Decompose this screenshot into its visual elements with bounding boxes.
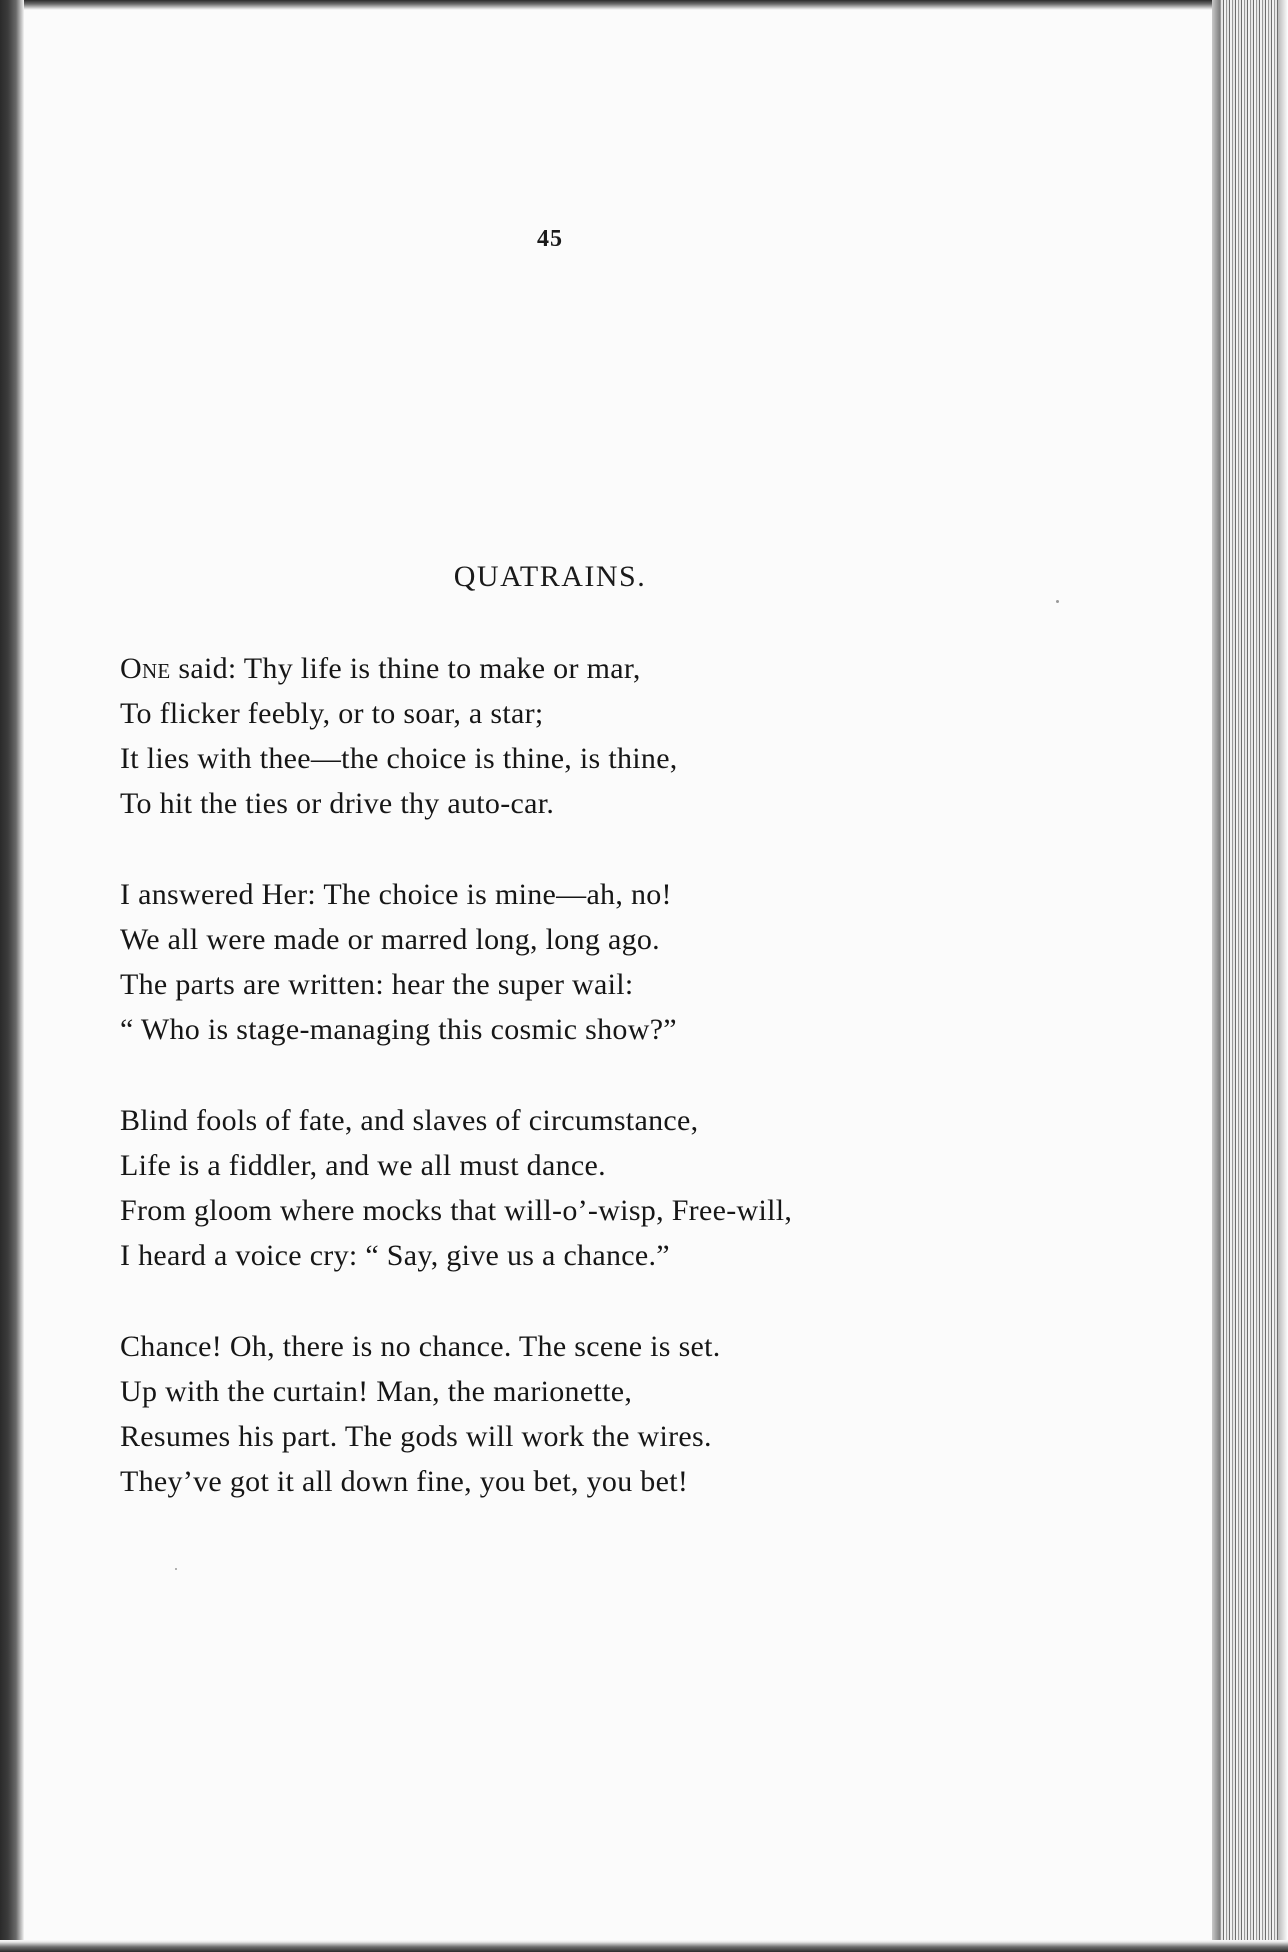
stanza-4-line-2: Up with the curtain! Man, the marionette,: [120, 1375, 633, 1408]
stanza-3: [120, 1098, 1000, 1278]
stanza-1-line-1: [120, 646, 1000, 691]
stanza-3-line-1: Blind fools of fate, and slaves of circumstance,: [120, 1104, 699, 1137]
stanza-2-line-3: The parts are written: hear the super wail:: [120, 968, 634, 1001]
poem-title: QUATRAINS.: [453, 560, 647, 593]
poem-body: [120, 646, 1000, 1550]
page-stack-edge: [1212, 0, 1288, 1952]
stanza-1-line-4: To hit the ties or drive thy auto-car.: [120, 787, 555, 820]
stanza-4: [120, 1324, 1000, 1504]
page-top-edge: [0, 0, 1288, 10]
scan-speck: [1056, 600, 1059, 603]
stanza-4-line-3: Resumes his part. The gods will work the wires.: [120, 1420, 712, 1453]
page-bottom-edge: [0, 1940, 1288, 1952]
first-line-rest: said: Thy life is thine to make or mar,: [170, 652, 641, 685]
stanza-2-line-1: I answered Her: The choice is mine—ah, no!: [120, 878, 672, 911]
stanza-3-line-4: I heard a voice cry: “ Say, give us a chance.”: [120, 1239, 670, 1272]
page-number: 45: [537, 226, 563, 252]
stanza-2: [120, 872, 1000, 1052]
stanza-3-line-3: From gloom where mocks that will-o’-wisp, Free-will,: [120, 1194, 793, 1227]
stanza-1-line-3: It lies with thee—the choice is thine, is thine,: [120, 742, 678, 775]
stanza-4-line-4: They’ve got it all down fine, you bet, you bet!: [120, 1465, 689, 1498]
stanza-1: [120, 646, 1000, 826]
binding-edge: [0, 0, 24, 1952]
stanza-1-line-2: To flicker feebly, or to soar, a star;: [120, 697, 544, 730]
first-word: One: [120, 652, 171, 685]
stanza-3-line-2: Life is a fiddler, and we all must dance.: [120, 1149, 606, 1182]
stanza-2-line-2: We all were made or marred long, long ago.: [120, 923, 660, 956]
stanza-2-line-4: “ Who is stage-managing this cosmic show?”: [120, 1013, 677, 1046]
scan-speck: [175, 1568, 177, 1570]
stanza-4-line-1: Chance! Oh, there is no chance. The scene is set.: [120, 1330, 721, 1363]
